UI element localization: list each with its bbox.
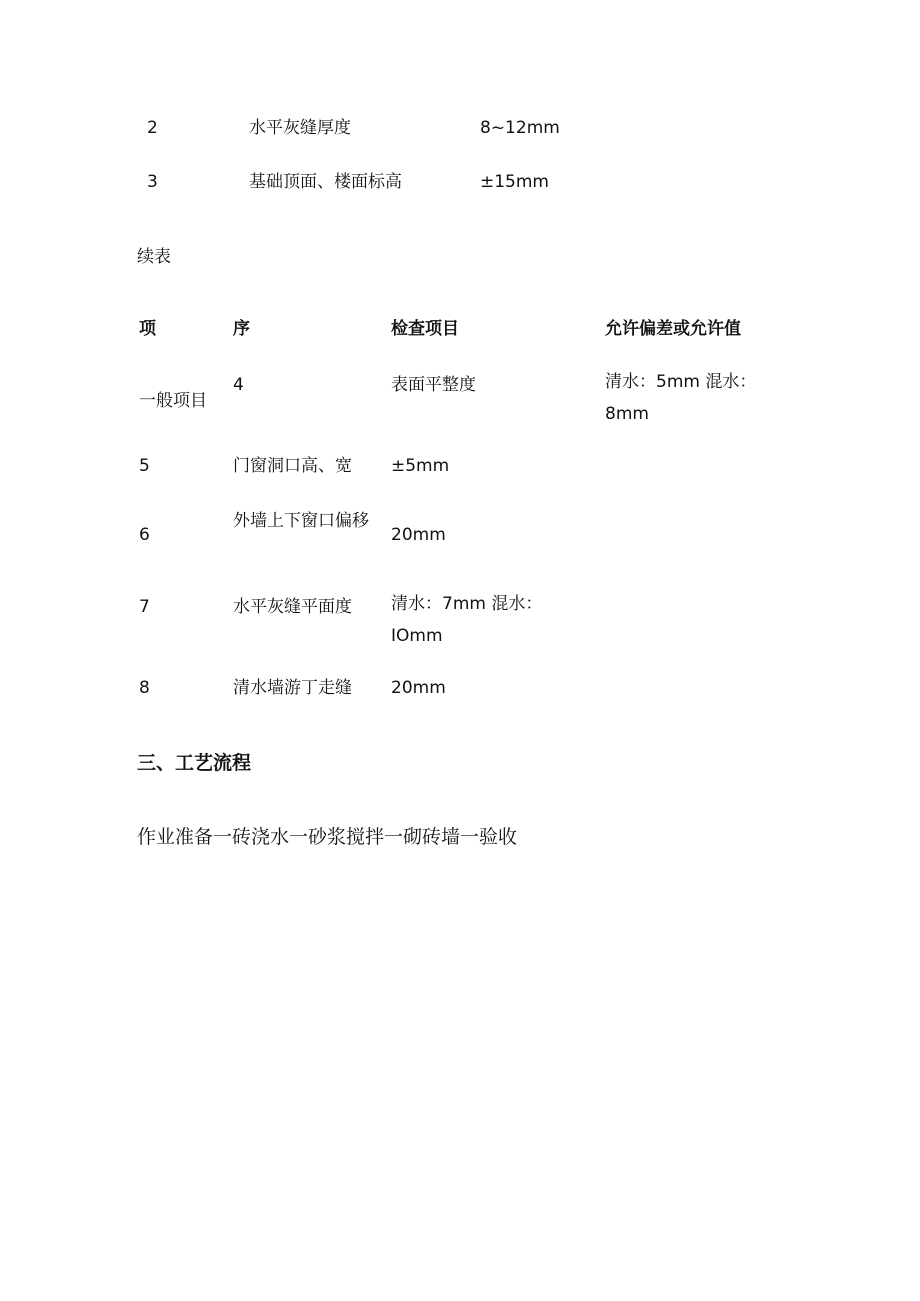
row-7-item: 水平灰缝平面度 (233, 597, 352, 617)
row-6-no: 6 (139, 525, 150, 545)
process-flow-text: 作业准备一砖浇水一砂浆搅拌一砌砖墙一验收 (137, 826, 518, 848)
group-label-general: 一般项目 (139, 391, 207, 411)
top-row-3-item: 基础顶面、楼面标高 (249, 172, 402, 192)
row-5-item: 门窗洞口高、宽 (233, 456, 352, 476)
row-5-value: ±5mm (391, 456, 450, 476)
row-8-value: 20mm (391, 678, 446, 698)
top-row-2-item: 水平灰缝厚度 (249, 118, 351, 138)
row-4-value: 清水：5mm 混水：8mm (605, 372, 757, 424)
row-6-value: 20mm (391, 525, 446, 545)
top-row-2-value: 8~12mm (480, 118, 560, 138)
top-row-3-no: 3 (147, 172, 158, 192)
header-check-item: 检查项目 (391, 319, 459, 339)
header-tolerance: 允许偏差或允许值 (605, 319, 741, 339)
row-8-no: 8 (139, 678, 150, 698)
top-row-3-value: ±15mm (480, 172, 549, 192)
row-8-item: 清水墙游丁走缝 (233, 678, 352, 698)
header-sequence: 序 (233, 319, 250, 339)
continued-table-label: 续表 (137, 247, 171, 267)
row-4-no: 4 (233, 375, 244, 395)
section-title-process: 三、工艺流程 (137, 752, 252, 774)
row-7-value: 清水：7mm 混水：IOmm (391, 594, 543, 646)
row-7-no: 7 (139, 597, 150, 617)
row-6-item: 外墙上下窗口偏移 (233, 511, 369, 531)
top-row-2-no: 2 (147, 118, 158, 138)
row-4-item: 表面平整度 (391, 375, 476, 395)
header-item: 项 (139, 319, 156, 339)
row-5-no: 5 (139, 456, 150, 476)
